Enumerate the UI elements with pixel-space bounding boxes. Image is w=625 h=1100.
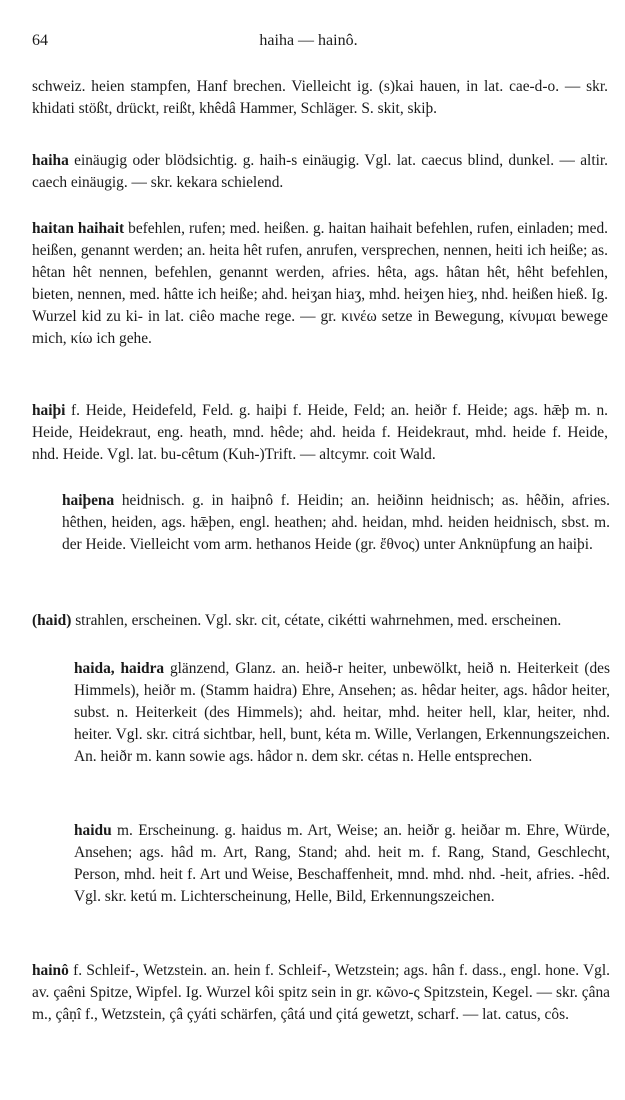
page-header: [32, 30, 585, 54]
entry-text: einäugig oder blödsichtig. g. haih-s einäugig. Vgl. lat. caecus blind, dunkel. — altir. caech einäugig. — skr. kekara schielend.: [32, 152, 608, 191]
entry-headword: (haid): [32, 612, 72, 629]
entry-headword: haiha: [32, 152, 69, 169]
running-head: haiha — hainô.: [259, 32, 358, 49]
entry-headword: haiþena: [62, 492, 115, 509]
entry-headword: haidu: [74, 822, 112, 839]
entry-text: f. Heide, Heidefeld, Feld. g. haiþi f. Heide, Feld; an. heiðr f. Heide; ags. hǣþ m. n. Heide, Heidekraut, eng. heath, mnd. hêde; ahd. heida f. Heidekraut, mhd. heide f. Heide, nhd. Heide. Vgl. lat. bu-cêtum (Kuh-)Trift. — altcymr. coit Wald.: [32, 402, 608, 463]
entry-headword: haiþi: [32, 402, 66, 419]
entry-continuation: [32, 76, 608, 120]
entry-haithi: [32, 400, 608, 466]
entry-headword: haitan haihait: [32, 220, 125, 237]
entry-headword: hainô: [32, 962, 69, 979]
entry-haida: [74, 658, 610, 768]
entry-haitan: [32, 218, 608, 350]
entry-text: glänzend, Glanz. an. heið-r heiter, unbewölkt, heið n. Heiterkeit (des Himmels), heiðr m. (Stamm haidra) Ehre, Ansehen; as. hêdar heiter, ags. hâdor heiter, subst. n. Heiterkeit (des Himmels); ahd. heitar, mhd. heiter hell, klar, heiter, nhd. heiter. Vgl. skr. citrá sichtbar, hell, bunt, kéta m. Wille, Verlangen, Erkennungszeichen. An. heiðr m. kann sowie ags. hâdor n. dem skr. cétas n. Helle entsprechen.: [74, 660, 610, 765]
entry-text: m. Erscheinung. g. haidus m. Art, Weise; an. heiðr g. heiðar m. Ehre, Würde, Ansehen; ags. hâd m. Art, Rang, Stand; ahd. heit m. f. Rang, Stand, Geschlecht, Person, mhd. heit f. Art und Weise, Beschaffenheit, mnd. mhd. nhd. -heit, afries. -hêd. Vgl. skr. ketú m. Lichterscheinung, Helle, Bild, Erkennungszeichen.: [74, 822, 610, 905]
entry-text: f. Schleif-, Wetzstein. an. hein f. Schleif-, Wetzstein; ags. hân f. dass., engl. hone. Vgl. av. çaêni Spitze, Wipfel. Ig. Wurzel kôi spitz sein in gr. κῶνο-ς Spitzstein, Kegel. — skr. çâna m., çâṇî f., Wetzstein, çâ çyáti schärfen, çâtá und çitá gewetzt, scharf. — lat. catus, côs.: [32, 962, 610, 1023]
entry-headword: haida, haidra: [74, 660, 165, 677]
entry-text: befehlen, rufen; med. heißen. g. haitan haihait befehlen, rufen, einladen; med. heißen, genannt werden; an. heita hêt rufen, anrufen, versprechen, nennen, heiti ich heiße; as. hêtan hêt nennen, befehlen, genannt werden, afries. hêta, ags. hâtan hêt, hêht befehlen, bieten, nennen, med. hâtte ich heiße; ahd. heiʒan hiaʒ, mhd. heiʒen hieʒ, nhd. heißen hieß. Ig. Wurzel kid zu ki- in lat. ciêo mache rege. — gr. κινέω setze in Bewegung, κίνυμαι bewege mich, κίω ich gehe.: [32, 220, 608, 347]
entry-haithena: [62, 490, 610, 556]
page-number: 64: [32, 32, 48, 49]
entry-text: schweiz. heien stampfen, Hanf brechen. Vielleicht ig. (s)kai hauen, in lat. cae-d-o. — skr. khidati stößt, drückt, reißt, khêdâ Hammer, Schläger. S. skit, skiþ.: [32, 78, 608, 117]
entry-haino: [32, 960, 610, 1026]
entry-text: heidnisch. g. in haiþnô f. Heidin; an. heiðinn heidnisch; as. hêðin, afries. hêthen, heiden, ags. hǣþen, engl. heathen; ahd. heidan, mhd. heiden heidnisch, sbst. m. der Heide. Vielleicht vom arm. hethanos Heide (gr. ἔθνος) unter Anknüpfung an haiþi.: [62, 492, 610, 553]
entry-text: strahlen, erscheinen. Vgl. skr. cit, cétate, cikétti wahrnehmen, med. erscheinen.: [71, 612, 562, 629]
entry-haidu: [74, 820, 610, 908]
entry-haiha: [32, 150, 608, 194]
entry-haid: [32, 610, 610, 632]
